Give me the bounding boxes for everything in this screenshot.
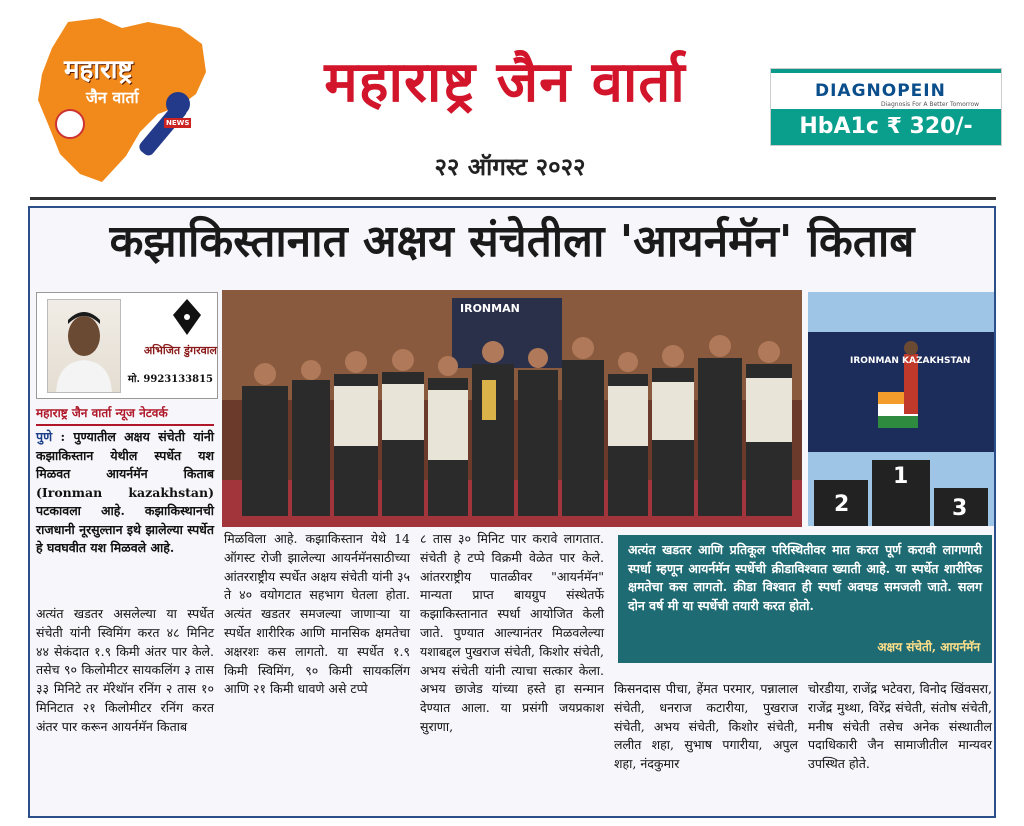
advertisement[interactable]: [770, 68, 1002, 146]
body-column-4: किसनदास पीचा, हेंमत परमार, पन्नालाल संचेती, धनराज कटारीया, पुखराज संचेती, अभय संचेती, किशोर संचेती, ललीत शहा, सुभाष पगारीया, अपुल शहा, नंदकुमार: [614, 681, 798, 772]
article-headline: कझाकिस्तानात अक्षय संचेतीला 'आयर्नमॅन' किताब: [109, 216, 915, 267]
podium-scene: [808, 292, 994, 526]
body-column-5: चोरडीया, राजेंद्र भटेवरा, विनोद खिंवसरा, राजेंद्र मुथ्था, विरेंद्र संचेती, संतोष संचेती, मनीष संचेती तसेच अनेक संस्थातील पदाधिकारी जैन सामाजीतील मान्यवर उपस्थित होते.: [808, 681, 992, 772]
quote-text: अत्यंत खडतर आणि प्रतिकूल परिस्थितीवर मात करत पूर्ण करावी लागणारी स्पर्धा म्हणून आयर्नमॅन स्पर्धेची क्रीडाविश्वात ख्याती आहे. या स्पर्धेत शारीरिक क्षमतेचा कस लागतो. क्रीडा विश्वात ही स्पर्धा अवघड समजली जाते. सलग दोन वर्ष मी या स्पर्धेची तयारी करत होतो.: [628, 542, 982, 613]
logo-news-label: NEWS: [166, 119, 190, 127]
reporter-portrait: [48, 300, 120, 392]
podium-banner-text: IRONMAN KAZAKHSTAN: [850, 356, 971, 366]
body-column-1: अत्यंत खडतर असलेल्या या स्पर्धेत संचेती यांनी स्विमिंग करत ४८ मिनिट ४४ सेकंदात १.९ किमी अंतर पार केले. तसेच ९० किलोमीटर सायकलिंग ३ तास ३३ मिनिटे तर मॅरेथॉन रनिंग २ तास १० मिनिटात २१ किलोमीटर रनिंग करत अंतर पार करून आयर्नमॅन किताब: [36, 606, 214, 734]
podium-photo: [808, 292, 994, 526]
podium-second: 2: [834, 492, 850, 517]
reporter-photo: [47, 299, 121, 393]
news-network-label: महाराष्ट्र जैन वार्ता न्यूज नेटवर्क: [36, 404, 214, 426]
ceremony-banner-text: IRONMAN: [460, 302, 520, 315]
issue-date: २२ ऑगस्ट २०२२: [434, 152, 586, 181]
reporter-name: अभिजित डुंगरवाल: [143, 344, 217, 357]
quote-box: [618, 535, 992, 663]
masthead-title: महाराष्ट्र जैन वार्ता: [324, 49, 686, 115]
podium-first: 1: [893, 464, 909, 489]
podium-third: 3: [952, 496, 968, 521]
ad-tagline: Diagnosis For A Better Tomorrow: [881, 101, 980, 108]
header-divider: [30, 197, 996, 200]
ceremony-scene: [222, 290, 802, 527]
body-column-2: मिळविला आहे. कझाकिस्तान येथे 14 ऑगस्ट रोजी झालेल्या आयर्नमॅनसाठीच्या आंतरराष्ट्रीय स्पर्धेत अक्षय संचेती यांनी ३५ ते ४० वयोगटात सहभाग घेतला होता. अत्यंत खडतर समजल्या जाणाऱ्या या स्पर्धेत शारीरिक आणि मानसिक क्षमतेचा अक्षरशः कस लागतो. या स्पर्धेत १.९ किमी स्विमिंग, ९० किमी सायकलिंग आणि २१ किमी धावणे असे टप्पे: [224, 531, 410, 697]
quote-author: अक्षय संचेती, आयर्नमॅन: [877, 640, 980, 654]
felicitation-photo: [222, 290, 802, 527]
logo: [30, 14, 220, 189]
pen-nib-icon: [167, 297, 207, 337]
reporter-mobile: मो. 9923133815: [127, 374, 213, 385]
logo-subtitle: जैन वार्ता: [86, 88, 139, 107]
ad-offer: HbA1c ₹ 320/-: [771, 109, 1001, 145]
dateline-city: पुणे: [36, 429, 53, 444]
reporter-box: [36, 292, 218, 399]
ad-top-panel: [771, 69, 1001, 109]
lead-text: : पुण्यातील अक्षय संचेती यांनी कझाकिस्तान येथील स्पर्धेत यश मिळवत आयर्नमॅन किताब (Ironman kazakhstan) पटकावला आहे. कझाकिस्थानची राजधानी नूरसुल्तान इथे झालेल्या स्पर्धेत हे घवघवीत यश मिळवले आहे.: [36, 429, 214, 555]
ad-brand: DIAGNOPEIN: [815, 81, 946, 101]
logo-title: महाराष्ट्र: [64, 55, 133, 85]
lead-paragraph: [36, 428, 214, 558]
body-column-3: ८ तास ३० मिनिट पार करावे लागतात. संचेती हे टप्पे विक्रमी वेळेत पार केले. आंतरराष्ट्रीय पातळीवर "आयर्नमॅन" मान्यता प्राप्त बायग्रुप संस्थेतर्फे कझाकिस्तानात स्पर्धा आयोजित केली जाते. पुण्यात आल्यानंतर मिळवलेल्या यशाबद्दल पुखराज संचेती, किशोर संचेती, अभय संचेती यांनी त्याचा सत्कार केला. अभय छाजेड यांच्या हस्ते हा सन्मान देण्यात आला. या प्रसंगी जयप्रकाश सुराणा,: [420, 531, 604, 734]
